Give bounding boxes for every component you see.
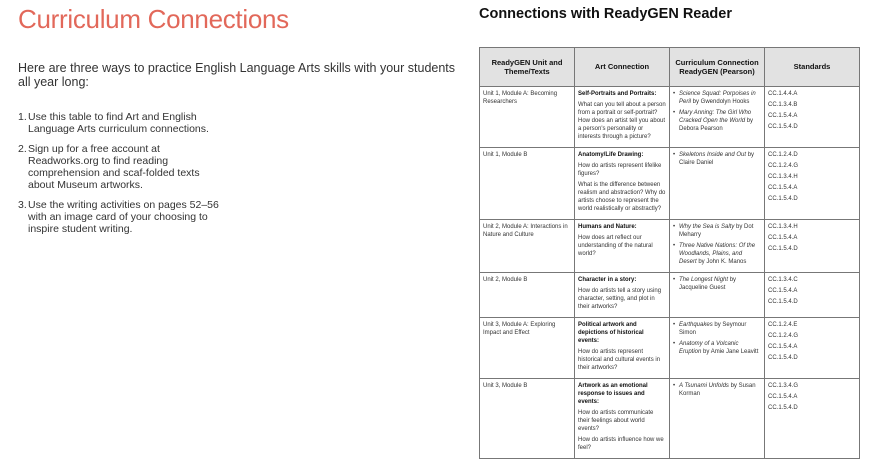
book-title: Earthquakes (679, 322, 713, 328)
cell-art (575, 148, 670, 220)
book-title: Science Squad: Porpoises in Peril (679, 91, 756, 105)
step-item (18, 199, 458, 235)
standard-code: CC.1.2.4.G (768, 333, 799, 339)
standard-code: CC.1.5.4.A (768, 235, 798, 241)
bullet-icon: • (673, 224, 676, 230)
standard-code: CC.1.3.4.H (768, 174, 798, 180)
book-author: by Amie Jane Leavitt (701, 349, 759, 355)
table-row (480, 87, 860, 148)
standard-code: CC.1.3.4.G (768, 383, 799, 389)
standard-code: CC.1.3.4.H (768, 224, 798, 230)
book-author: by Claire Daniel (679, 152, 755, 166)
book-text (679, 276, 761, 292)
standard-code: CC.1.5.4.D (768, 124, 798, 130)
cell-art (575, 273, 670, 318)
table-title: Connections with ReadyGEN Reader (479, 6, 732, 22)
book-text (679, 109, 761, 133)
book-title: A Tsunami Unfolds (679, 383, 729, 389)
standard-code: CC.1.5.4.A (768, 113, 798, 119)
art-question: How do artists tell a story using character, setting, and plot in their artworks? (578, 288, 662, 310)
cell-art (575, 220, 670, 273)
book-title: Skeletons Inside and Out (679, 152, 747, 158)
bullet-icon: • (673, 322, 676, 328)
standard-code: CC.1.2.4.E (768, 322, 798, 328)
page-title: Curriculum Connections (18, 4, 289, 34)
book-text (679, 321, 761, 337)
table-row (480, 318, 860, 379)
art-question: What is the difference between realism and abstraction? Why do artists choose to represent the world realistically or abstractly? (578, 182, 666, 212)
standard-code: CC.1.5.4.A (768, 185, 798, 191)
bullet-icon: • (673, 110, 676, 116)
book-item (673, 109, 761, 133)
standard-code: CC.1.2.4.G (768, 163, 799, 169)
standard-code: CC.1.5.4.D (768, 246, 798, 252)
cell-unit: Unit 1, Module B (480, 148, 575, 220)
header-standards: Standards (765, 48, 860, 87)
book-text (679, 340, 761, 356)
standard-code: CC.1.2.4.D (768, 152, 798, 158)
step-number: 1. (18, 111, 27, 123)
book-author: by Seymour Simon (679, 322, 747, 336)
standard-code: CC.1.5.4.A (768, 394, 798, 400)
art-question: How does art reflect our understanding of the natural world? (578, 235, 653, 257)
cell-unit: Unit 3, Module A: Exploring Impact and Effect (480, 318, 575, 379)
step-text: Use this table to find Art and English Language Arts curriculum connections. (28, 111, 209, 135)
table-row (480, 148, 860, 220)
art-heading: Character in a story: (578, 277, 637, 283)
cell-standards (765, 318, 860, 379)
table-row (480, 273, 860, 318)
book-text (679, 382, 761, 398)
step-item (18, 143, 458, 191)
book-item (673, 90, 761, 106)
art-heading: Anatomy/Life Drawing: (578, 152, 644, 158)
book-item (673, 321, 761, 337)
cell-standards (765, 220, 860, 273)
right-column (479, 6, 859, 451)
bullet-icon: • (673, 341, 676, 347)
table-header-row (480, 48, 860, 87)
standard-code: CC.1.5.4.D (768, 299, 798, 305)
cell-curriculum (670, 273, 765, 318)
table-row (480, 220, 860, 273)
book-author: by John K. Manos (696, 259, 747, 265)
art-question: How do artists influence how we feel? (578, 437, 664, 451)
cell-unit: Unit 2, Module A: Interactions in Nature and Culture (480, 220, 575, 273)
book-item (673, 223, 761, 239)
standard-code: CC.1.5.4.D (768, 355, 798, 361)
connections-table (479, 47, 860, 459)
cell-curriculum (670, 379, 765, 459)
cell-unit: Unit 2, Module B (480, 273, 575, 318)
art-heading: Humans and Nature: (578, 224, 637, 230)
cell-curriculum (670, 220, 765, 273)
step-text: Use the writing activities on pages 52–56 with an image card of your choosing to inspire student writing. (28, 199, 219, 235)
standard-code: CC.1.5.4.D (768, 405, 798, 411)
bullet-icon: • (673, 383, 676, 389)
art-question: How do artists represent historical and cultural events in their artworks? (578, 349, 661, 371)
bullet-icon: • (673, 152, 676, 158)
book-item (673, 340, 761, 356)
cell-standards (765, 379, 860, 459)
book-title: Mary Anning: The Girl Who Cracked Open the World (679, 110, 752, 124)
steps-list (18, 111, 458, 235)
header-unit: ReadyGEN Unit and Theme/Texts (480, 48, 575, 87)
bullet-icon: • (673, 91, 676, 97)
art-heading: Artwork as an emotional response to issues and events: (578, 383, 648, 405)
book-author: by Dot Meharry (679, 224, 754, 238)
book-item (673, 276, 761, 292)
cell-art (575, 379, 670, 459)
intro-paragraph: Here are three ways to practice English Language Arts skills with your students all year long: (18, 61, 456, 89)
standard-code: CC.1.3.4.B (768, 102, 798, 108)
book-title: The Longest Night (679, 277, 729, 283)
book-text (679, 223, 761, 239)
cell-curriculum (670, 318, 765, 379)
book-item (673, 242, 761, 266)
standard-code: CC.1.5.4.D (768, 196, 798, 202)
table-row (480, 379, 860, 459)
art-question: What can you tell about a person from a portrait or self-portrait? How does an artist tell you about a person's personality or interests through a picture? (578, 102, 666, 140)
art-question: How do artists communicate their feelings about world events? (578, 410, 654, 432)
book-author: by Gwendolyn Hooks (691, 99, 750, 105)
cell-curriculum (670, 87, 765, 148)
cell-curriculum (670, 148, 765, 220)
book-item (673, 151, 761, 167)
bullet-icon: • (673, 243, 676, 249)
left-column (18, 4, 458, 243)
cell-art (575, 318, 670, 379)
book-author: by Debora Pearson (679, 118, 754, 132)
book-item (673, 382, 761, 398)
standard-code: CC.1.5.4.A (768, 344, 798, 350)
book-title: Anatomy of a Volcanic Eruption (679, 341, 739, 355)
book-text (679, 90, 761, 106)
standard-code: CC.1.3.4.C (768, 277, 798, 283)
book-text (679, 242, 761, 266)
book-text (679, 151, 761, 167)
bullet-icon: • (673, 277, 676, 283)
step-item (18, 111, 458, 135)
standard-code: CC.1.5.4.A (768, 288, 798, 294)
art-heading: Self-Portraits and Portraits: (578, 91, 657, 97)
cell-unit: Unit 3, Module B (480, 379, 575, 459)
step-number: 3. (18, 199, 27, 211)
header-art: Art Connection (575, 48, 670, 87)
standard-code: CC.1.4.4.A (768, 91, 798, 97)
cell-unit: Unit 1, Module A: Becoming Researchers (480, 87, 575, 148)
cell-standards (765, 148, 860, 220)
book-title: Why the Sea is Salty (679, 224, 735, 230)
art-heading: Political artwork and depictions of historical events: (578, 322, 644, 344)
step-number: 2. (18, 143, 27, 155)
step-text: Sign up for a free account at Readworks.org to find reading comprehension and scaf-folded texts about Museum artworks. (28, 143, 200, 191)
art-question: How do artists represent lifelike figures? (578, 163, 662, 177)
book-author: by Jacqueline Guest (679, 277, 737, 291)
cell-art (575, 87, 670, 148)
book-title: Three Native Nations: Of the Woodlands, Plains, and Desert (679, 243, 756, 265)
header-curriculum: Curriculum Connection ReadyGEN (Pearson) (670, 48, 765, 87)
cell-standards (765, 87, 860, 148)
cell-standards (765, 273, 860, 318)
book-author: by Susan Korman (679, 383, 756, 397)
